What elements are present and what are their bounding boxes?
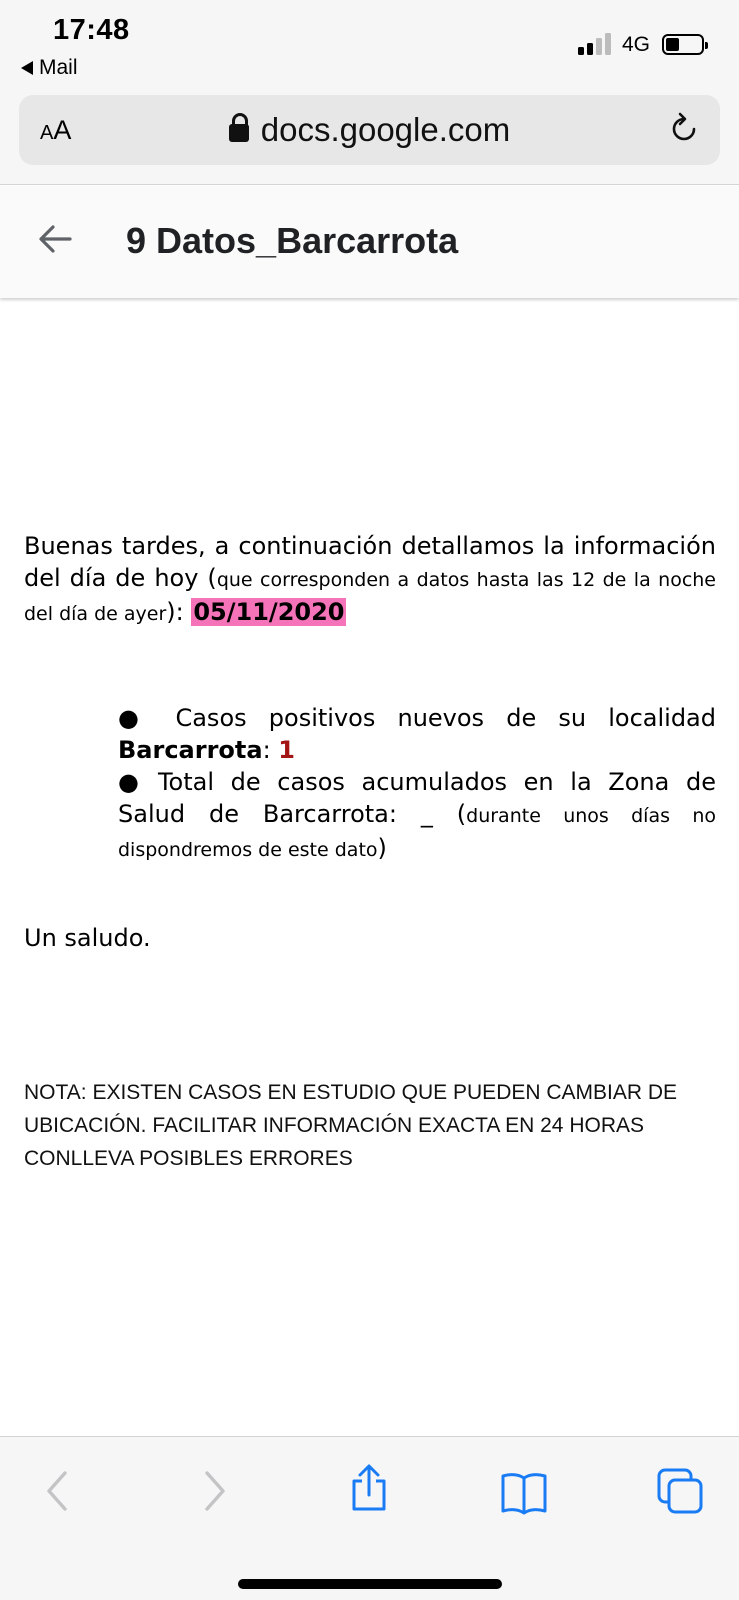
intro-paragraph bbox=[24, 530, 716, 630]
browser-address-area bbox=[0, 92, 739, 185]
bullet-1-place: Barcarrota bbox=[118, 736, 263, 764]
status-bar bbox=[0, 0, 739, 92]
list-item bbox=[118, 702, 716, 734]
back-to-mail[interactable] bbox=[21, 56, 78, 80]
note-text: NOTA: EXISTEN CASOS EN ESTUDIO QUE PUEDEN CAMBIAR DE UBICACIÓN. FACILITAR INFORMACIÓN EXACTA EN 24 HORAS CONLLEVA POSIBLES ERRORES bbox=[24, 1081, 678, 1170]
back-app-label: Mail bbox=[39, 56, 78, 79]
lock-icon bbox=[229, 124, 249, 142]
intro-text: Buenas tardes, a continuación detallamos la información del día de hoy ( bbox=[24, 532, 716, 592]
network-type: 4G bbox=[622, 33, 651, 56]
bullet-2-small-text: durante unos días no dispondremos de este dato bbox=[118, 805, 716, 861]
new-cases-value: 1 bbox=[278, 736, 295, 764]
bullet-icon: ● bbox=[118, 768, 148, 796]
document-title: 9 Datos_Barcarrota bbox=[126, 220, 459, 261]
bottom-toolbar bbox=[0, 1436, 739, 1600]
chevron-right-icon[interactable] bbox=[190, 1467, 238, 1515]
tabs-icon[interactable] bbox=[656, 1467, 704, 1515]
intro-close: ): bbox=[166, 598, 192, 626]
back-triangle-icon bbox=[21, 61, 33, 75]
bullet-1-colon: : bbox=[262, 736, 279, 764]
list-item bbox=[118, 766, 716, 866]
status-time: 17:48 bbox=[53, 14, 130, 46]
bullet-icon: ● bbox=[118, 704, 154, 732]
url-text: docs.google.com bbox=[260, 111, 511, 148]
share-icon[interactable] bbox=[345, 1463, 393, 1511]
url-field[interactable] bbox=[19, 111, 720, 149]
battery-icon bbox=[662, 34, 704, 55]
bullet-2-close: ) bbox=[377, 834, 387, 862]
chevron-left-icon[interactable] bbox=[34, 1467, 82, 1515]
text-size-button[interactable]: AA bbox=[40, 115, 72, 145]
bullet-list bbox=[118, 702, 716, 866]
home-indicator[interactable] bbox=[238, 1579, 502, 1589]
report-date: 05/11/2020 bbox=[193, 598, 345, 626]
doc-header bbox=[0, 186, 739, 298]
reload-icon[interactable] bbox=[666, 111, 702, 147]
intro-small-text: que corresponden a datos hasta las 12 de la noche del día de ayer bbox=[24, 569, 716, 625]
document-body bbox=[24, 530, 716, 952]
address-bar[interactable] bbox=[19, 95, 720, 165]
bookmarks-icon[interactable] bbox=[500, 1469, 548, 1517]
back-arrow-icon[interactable] bbox=[36, 220, 74, 258]
greeting: Un saludo. bbox=[24, 924, 151, 952]
signal-icon bbox=[578, 33, 614, 55]
bullet-1-text: Casos positivos nuevos de su localidad bbox=[175, 704, 716, 732]
list-item-value bbox=[118, 734, 716, 766]
bullet-2-text: Total de casos acumulados en la Zona de Salud de Barcarrota: _ ( bbox=[118, 768, 716, 828]
